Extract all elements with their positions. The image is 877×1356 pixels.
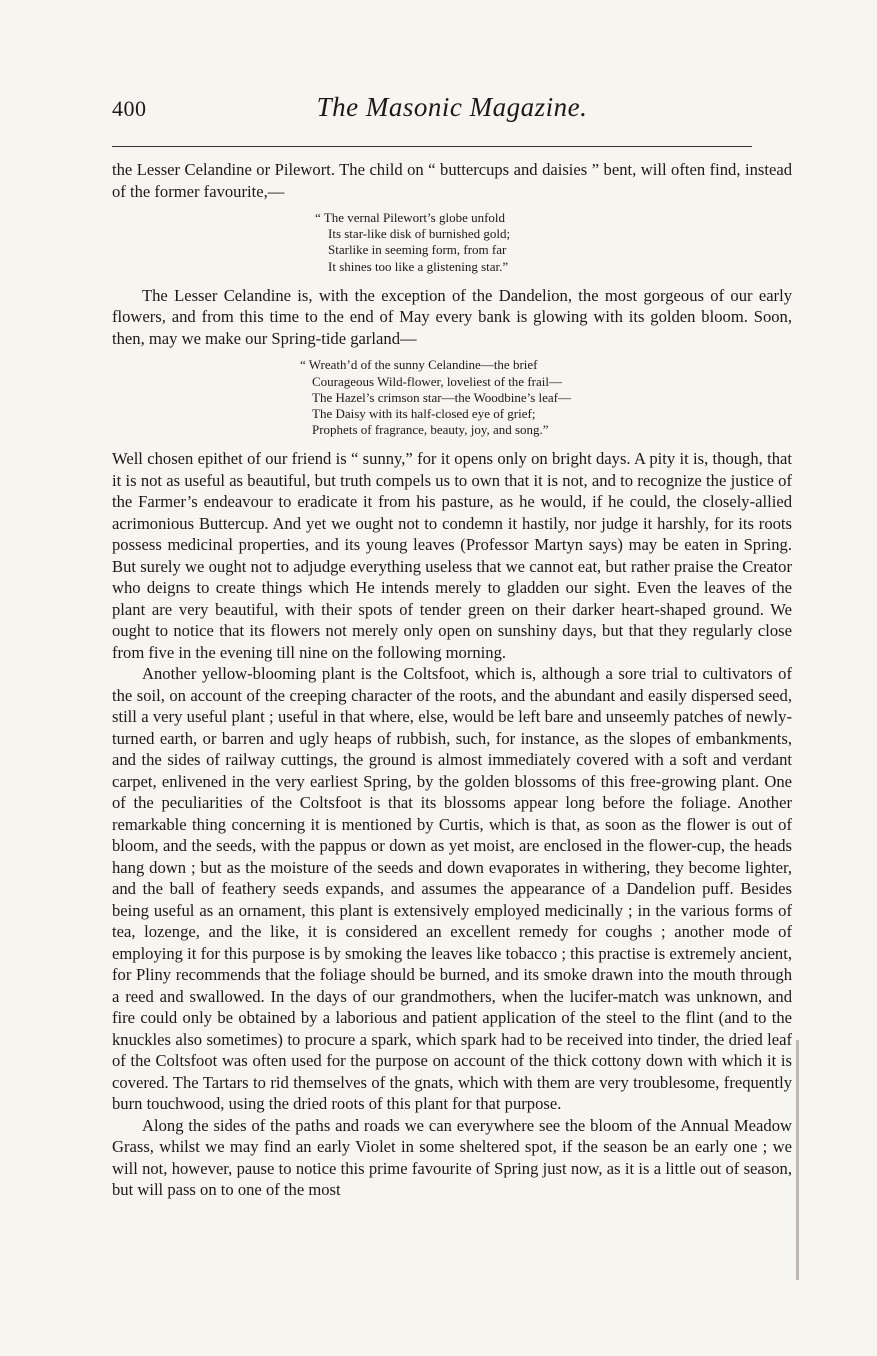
journal-title: The Masonic Magazine. xyxy=(316,92,588,122)
poem-garland xyxy=(112,357,792,438)
page xyxy=(112,88,792,1201)
paragraph-meadow-grass: Along the sides of the paths and roads we can everywhere see the bloom of the Annual Meadow Grass, whilst we may find an early Violet in some sheltered spot, if the season be an early one ; we will not, however, pause to notice this prime favourite of Spring just now, as it is a little out of season, but will pass on to one of the most xyxy=(112,1115,792,1200)
paragraph-coltsfoot: Another yellow-blooming plant is the Coltsfoot, which is, although a sore trial to cultivators of the soil, on account of the creeping character of the roots, and the abundant and easily dispersed seed, still a very useful plant ; useful in that where, else, would be left bare and unseemly patches of newly-turned earth, or barren and ugly heaps of rubbish, such, for instance, as the slopes of embankments, and the sides of railway cuttings, the ground is almost immediately covered with a soft and verdant carpet, enlivened in the very earliest Spring, by the golden blossoms of this free-growing plant. One of the peculiarities of the Coltsfoot is that its blossoms appear long before the foliage. Another remarkable thing concerning it is mentioned by Curtis, which is that, as soon as the flower is out of bloom, and the seeds, with the pappus or down as yet moist, are enclosed in the flower-cup, the heads hang down ; but as the moisture of the seeds and down evaporates in withering, they become lighter, and the ball of feathery seeds expands, and assumes the appearance of a Dandelion puff. Besides being useful as an ornament, this plant is extensively employed medicinally ; in the various forms of tea, lozenge, and the like, it is considered an excellent remedy for coughs ; another mode of employing it for this purpose is by smoking the leaves like tobacco ; this practise is extremely ancient, for Pliny recommends that the foliage should be burned, and its smoke drawn into the mouth through a reed and swallowed. In the days of our grandmothers, when the lucifer-match was unknown, and fire could only be obtained by a laborious and patient application of the steel to the flint (and to the knuckles also sometimes) to procure a spark, which spark had to be received into tinder, the dried leaf of the Coltsfoot was often used for the purpose on account of the thick cottony down with which it is covered. The Tartars to rid themselves of the gnats, which with them are very troublesome, frequently burn touchwood, using the dried roots of this plant for that purpose. xyxy=(112,664,792,1114)
running-head xyxy=(112,88,792,128)
poem-line: Starlike in seeming form, from far xyxy=(328,242,507,258)
page-number: 400 xyxy=(112,96,147,121)
header-rule xyxy=(112,146,752,147)
poem-line: “ The vernal Pilewort’s globe unfold xyxy=(315,210,506,225)
poem-line: Its star-like disk of burnished gold; xyxy=(328,226,511,242)
margin-binding-shadow xyxy=(796,1040,799,1280)
poem-line: It shines too like a glistening star.” xyxy=(328,258,509,274)
article-body xyxy=(112,159,792,1201)
paragraph-sunny-epithet: Well chosen epithet of our friend is “ sunny,” for it opens only on bright days. A pity it is, though, that it is not as useful as beautiful, but truth compels us to own that it is not, and to recognize the justice of the Farmer’s endeavour to eradicate it from his pasture, as he would, if he could, the closely-allied acrimonious Buttercup. And yet we ought not to condemn it hastily, nor judge it harshly, for its roots possess medicinal properties, and its young leaves (Professor Martyn says) may be eaten in Spring. But surely we ought not to adjudge everything useless that we cannot eat, but rather praise the Creator who deigns to create things which He intends merely to gladden our sight. Even the leaves of the plant are very beautiful, with their spots of tender green on their darker heart-shaped ground. We ought to notice that its flowers not merely only open on sunshiny days, but that they regularly close from five in the evening till nine on the following morning. xyxy=(112,449,792,662)
poem-line: Prophets of fragrance, beauty, joy, and song.” xyxy=(312,422,549,438)
poem-line: The Hazel’s crimson star—the Woodbine’s leaf— xyxy=(312,389,572,405)
paragraph-opening: the Lesser Celandine or Pilewort. The child on “ buttercups and daisies ” bent, will often find, instead of the former favourite,— xyxy=(112,160,792,201)
poem-line: Courageous Wild-flower, loveliest of the frail— xyxy=(312,373,562,389)
poem-line: “ Wreath’d of the sunny Celandine—the brief xyxy=(300,357,538,373)
poem-line: The Daisy with its half-closed eye of grief; xyxy=(312,405,536,421)
paragraph-celandine: The Lesser Celandine is, with the exception of the Dandelion, the most gorgeous of our early flowers, and from this time to the end of May every bank is glowing with its golden bloom. Soon, then, may we make our Spring-tide garland— xyxy=(112,285,792,348)
poem-pilewort xyxy=(112,210,792,275)
